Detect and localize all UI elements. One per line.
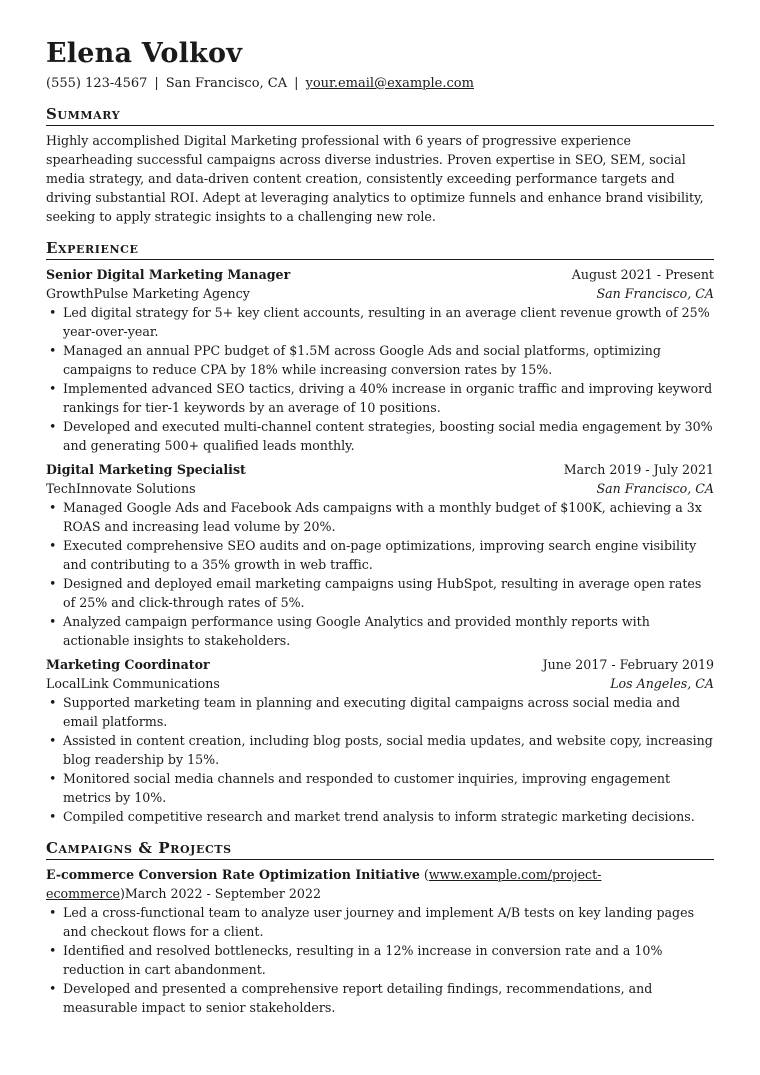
bullet-item — [49, 341, 714, 379]
bullet-text: Identified and resolved bottlenecks, resulting in a 12% increase in conversion rate and a 10% reduction in cart abandonment. — [63, 943, 663, 977]
job-company: TechInnovate Solutions — [46, 481, 196, 496]
bullet-item — [49, 574, 714, 612]
project-link[interactable]: www.example.com/project-ecommerce — [46, 867, 602, 901]
phone-number: (555) 123-4567 — [46, 76, 148, 91]
bullet-dot-icon: • — [49, 771, 57, 786]
bullet-item — [49, 693, 714, 731]
section-heading-experience: Experience — [46, 239, 714, 260]
contact-separator: | — [154, 76, 159, 91]
bullet-dot-icon: • — [49, 538, 57, 553]
bullet-item — [49, 903, 714, 941]
bullet-dot-icon: • — [49, 905, 57, 920]
summary-text: Highly accomplished Digital Marketing professional with 6 years of progressive experience spearheading successful campaigns across diverse industries. Proven expertise in SEO, SEM, social media strategy, and data-driven content creation, consistently exceeding performance targets and driving substantial ROI. Adept at leveraging analytics to optimize funnels and enhance brand visibility, seeking to apply strategic insights to a challenging new role. — [46, 133, 704, 224]
bullet-dot-icon: • — [49, 576, 57, 591]
bullet-text: Assisted in content creation, including blog posts, social media updates, and website copy, increasing blog readership by 15%. — [63, 733, 713, 767]
resume-name: Elena Volkov — [46, 38, 243, 69]
bullet-item — [49, 941, 714, 979]
bullet-text: Developed and executed multi-channel content strategies, boosting social media engagement by 30% and generating 500+ qualified leads monthly. — [63, 419, 713, 453]
project-entry — [46, 865, 714, 1017]
bullet-item — [49, 498, 714, 536]
section-heading-summary: Summary — [46, 105, 714, 126]
job-dates: June 2017 - February 2019 — [542, 657, 714, 672]
bullet-item — [49, 807, 714, 826]
project-dates: March 2022 - September 2022 — [124, 886, 321, 901]
bullet-dot-icon: • — [49, 305, 57, 320]
bullet-item — [49, 769, 714, 807]
job-bullets — [46, 693, 714, 826]
bullet-text: Developed and presented a comprehensive report detailing findings, recommendations, and measurable impact to senior stakeholders. — [63, 981, 653, 1015]
bullet-dot-icon: • — [49, 733, 57, 748]
bullet-text: Managed Google Ads and Facebook Ads campaigns with a monthly budget of $100K, achieving a 3x ROAS and increasing lead volume by 20%. — [63, 500, 702, 534]
bullet-item — [49, 379, 714, 417]
job-company-row — [46, 284, 714, 303]
job-title: Marketing Coordinator — [46, 657, 210, 672]
project-bullets — [46, 903, 714, 1017]
bullet-text: Analyzed campaign performance using Google Analytics and provided monthly reports with actionable insights to stakeholders. — [63, 614, 650, 648]
bullet-dot-icon: • — [49, 695, 57, 710]
bullet-dot-icon: • — [49, 809, 57, 824]
job-location: San Francisco, CA — [596, 481, 714, 496]
bullet-text: Monitored social media channels and responded to customer inquiries, improving engagement metrics by 10%. — [63, 771, 671, 805]
bullet-text: Designed and deployed email marketing campaigns using HubSpot, resulting in average open rates of 25% and click-through rates of 5%. — [63, 576, 702, 610]
bullet-text: Compiled competitive research and market trend analysis to inform strategic marketing decisions. — [63, 809, 695, 824]
bullet-dot-icon: • — [49, 943, 57, 958]
location: San Francisco, CA — [165, 76, 288, 91]
job-dates: March 2019 - July 2021 — [563, 462, 714, 477]
bullet-dot-icon: • — [49, 614, 57, 629]
bullet-text: Executed comprehensive SEO audits and on-page optimizations, improving search engine visibility and contributing to a 35% growth in web traffic. — [63, 538, 697, 572]
bullet-text: Implemented advanced SEO tactics, driving a 40% increase in organic traffic and improving keyword rankings for tier-1 keywords by an average of 10 positions. — [63, 381, 713, 415]
bullet-text: Led a cross-functional team to analyze user journey and implement A/B tests on key landing pages and checkout flows for a client. — [63, 905, 695, 939]
summary-section — [46, 105, 714, 226]
bullet-text: Managed an annual PPC budget of $1.5M across Google Ads and social platforms, optimizing campaigns to reduce CPA by 18% while increasing conversion rates by 15%. — [63, 343, 661, 377]
job-entry — [46, 265, 714, 455]
resume-page — [46, 38, 714, 1022]
job-location: San Francisco, CA — [596, 286, 714, 301]
bullet-text: Led digital strategy for 5+ key client accounts, resulting in an average client revenue growth of 25% year-over-year. — [63, 305, 710, 339]
email-link[interactable]: your.email@example.com — [305, 76, 474, 91]
projects-section — [46, 839, 714, 1017]
job-location: Los Angeles, CA — [610, 676, 714, 691]
bullet-item — [49, 536, 714, 574]
bullet-dot-icon: • — [49, 981, 57, 996]
job-company-row — [46, 479, 714, 498]
bullet-item — [49, 612, 714, 650]
bullet-item — [49, 303, 714, 341]
job-company: GrowthPulse Marketing Agency — [46, 286, 250, 301]
bullet-text: Supported marketing team in planning and executing digital campaigns across social media and email platforms. — [63, 695, 681, 729]
bullet-item — [49, 979, 714, 1017]
job-company: LocalLink Communications — [46, 676, 220, 691]
job-entry — [46, 655, 714, 826]
job-bullets — [46, 303, 714, 455]
bullet-dot-icon: • — [49, 500, 57, 515]
bullet-item — [49, 417, 714, 455]
project-header: E-commerce Conversion Rate Optimization Initiative (www.example.com/project-ecommerce)March 2022 - September 2022 — [46, 867, 602, 901]
job-entry — [46, 460, 714, 650]
bullet-item — [49, 731, 714, 769]
experience-section — [46, 239, 714, 826]
job-title-row — [46, 655, 714, 674]
bullet-dot-icon: • — [49, 419, 57, 434]
job-title: Digital Marketing Specialist — [46, 462, 246, 477]
job-company-row — [46, 674, 714, 693]
bullet-dot-icon: • — [49, 343, 57, 358]
job-bullets — [46, 498, 714, 650]
contact-separator: | — [294, 76, 299, 91]
project-title: E-commerce Conversion Rate Optimization Initiative — [46, 867, 420, 882]
job-dates: August 2021 - Present — [571, 267, 714, 282]
job-title-row — [46, 460, 714, 479]
section-heading-projects: Campaigns & Projects — [46, 839, 714, 860]
bullet-dot-icon: • — [49, 381, 57, 396]
job-title: Senior Digital Marketing Manager — [46, 267, 291, 282]
contact-line — [46, 75, 714, 92]
job-title-row — [46, 265, 714, 284]
